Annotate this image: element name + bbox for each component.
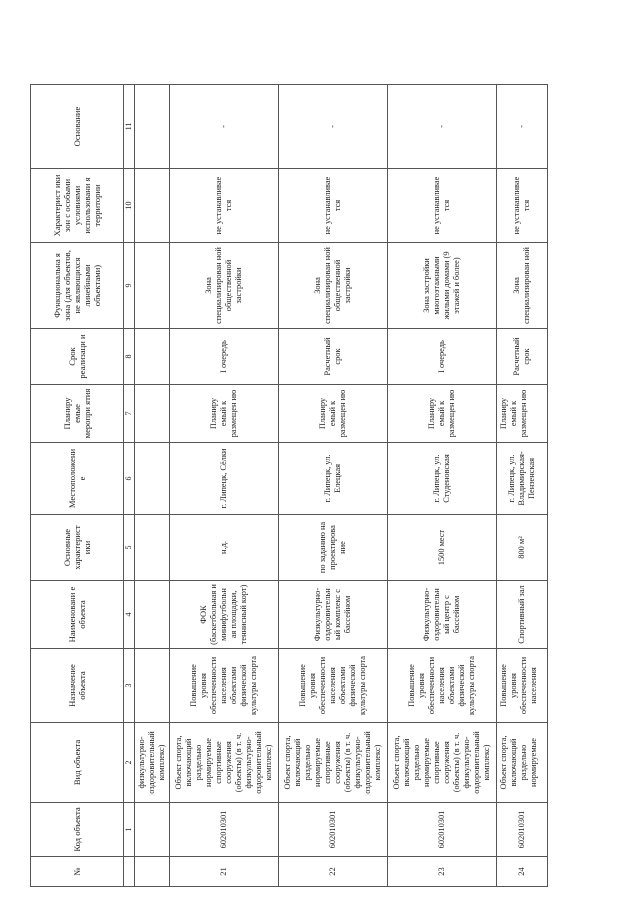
header-activity: Планиру емые меропри ятия xyxy=(31,385,124,443)
cell-kind: Объект спорта, включающий раздельно нормируемые спортивные сооружения (объекты) (в т. ч. физкультурно- оздоровительный комплекс) xyxy=(388,723,497,803)
cell-activity: Планиру емый к размещен ию xyxy=(279,385,388,443)
continuation-text: физкультурно- оздоровительный комплекс) xyxy=(135,723,170,803)
cell-purpose: Повышение уровня обеспеченности населения объектами физической культуры спорта xyxy=(279,649,388,723)
column-number: 3 xyxy=(124,649,135,723)
cell-code: 602010301 xyxy=(497,803,548,857)
cell-name: Физкультурно- оздоровительн ый комплекс с бассейном xyxy=(279,581,388,649)
column-number: 8 xyxy=(124,329,135,385)
cell-term: Расчетный срок xyxy=(497,329,548,385)
cell-basis: - xyxy=(388,85,497,169)
cell-code: 602010301 xyxy=(388,803,497,857)
header-code: Код объекта xyxy=(31,803,124,857)
cell-zone: Зона специализирован ной общественной застройки xyxy=(279,243,388,329)
header-term: Срок реализаци и xyxy=(31,329,124,385)
cell-location: г. Липецк, ул. Студеновская xyxy=(388,443,497,515)
header-basis: Основание xyxy=(31,85,124,169)
header-name: Наименовани е объекта xyxy=(31,581,124,649)
column-number: 11 xyxy=(124,85,135,169)
cell-code: 602010301 xyxy=(279,803,388,857)
column-number: 4 xyxy=(124,581,135,649)
cell-num: 22 xyxy=(279,857,388,887)
cell-purpose: Повышение уровня обеспеченности населения объектами физической культуры спорта xyxy=(388,649,497,723)
cell-basis: - xyxy=(170,85,279,169)
cell-kind: Объект спорта, включающий раздельно нормируемые спортивные сооружения (объекты) (в т. ч. физкультурно- оздоровительный комплекс) xyxy=(170,723,279,803)
cell-term: Расчетный срок xyxy=(279,329,388,385)
header-row xyxy=(31,85,124,887)
header-zone-special: Характерист ики зон с особыми условиями использовани я территории xyxy=(31,169,124,243)
cell-num: 24 xyxy=(497,857,548,887)
cell-purpose: Повышение уровня обеспеченности населения объектами физической культуры спорта xyxy=(170,649,279,723)
cell-name: ФОК (баскетбольная и минифутбольн ая площадки, теннисный корт) xyxy=(170,581,279,649)
cell-term: I очередь xyxy=(388,329,497,385)
cell-zone-special: не устанавливае тся xyxy=(170,169,279,243)
cell-kind: Объект спорта, включающий раздельно нормируемые спортивные сооружения (объекты) (в т. ч. физкультурно- оздоровительный комплекс) xyxy=(279,723,388,803)
objects-table xyxy=(30,84,548,887)
cell-num: 21 xyxy=(170,857,279,887)
cell-kind: Объект спорта, включающий раздельно нормируемые xyxy=(497,723,548,803)
header-purpose: Назначение объекта xyxy=(31,649,124,723)
header-location: Местоположени е xyxy=(31,443,124,515)
cell-zone: Зона специализирован ной xyxy=(497,243,548,329)
cell-activity: Планиру емый к размещен ию xyxy=(497,385,548,443)
cell-characteristics: 1500 мест xyxy=(388,515,497,581)
cell-zone: Зона специализирован ной общественной застройки xyxy=(170,243,279,329)
table-row xyxy=(388,85,497,887)
column-number: 2 xyxy=(124,723,135,803)
cell-name: Спортивный зал xyxy=(497,581,548,649)
table-row xyxy=(279,85,388,887)
header-zone: Функциональна я зона (для объектов, не являющихся линейными объектами) xyxy=(31,243,124,329)
column-number-row xyxy=(124,85,135,887)
cell-characteristics: 800 м² xyxy=(497,515,548,581)
cell-zone-special: не устанавливае тся xyxy=(388,169,497,243)
table-row xyxy=(170,85,279,887)
cell-purpose: Повышение уровня обеспеченности населения xyxy=(497,649,548,723)
cell-activity: Планиру емый к размещен ию xyxy=(388,385,497,443)
continuation-row xyxy=(135,85,170,887)
cell-zone: Зона застройки многоэтажными жилыми домами (9 этажей и более) xyxy=(388,243,497,329)
column-number: 9 xyxy=(124,243,135,329)
header-kind: Вид объекта xyxy=(31,723,124,803)
cell-characteristics: по заданию на проектирова ние xyxy=(279,515,388,581)
cell-name: Физкультурно- оздоровительн ый центр с бассейном xyxy=(388,581,497,649)
cell-basis: - xyxy=(497,85,548,169)
cell-location: г. Липецк, ул. Владимирская- Пензенская xyxy=(497,443,548,515)
column-number: 7 xyxy=(124,385,135,443)
cell-term: I очередь xyxy=(170,329,279,385)
cell-location: г. Липецк, ул. Елецкая xyxy=(279,443,388,515)
cell-zone-special: не устанавливае тся xyxy=(497,169,548,243)
column-number: 5 xyxy=(124,515,135,581)
cell-characteristics: н.д. xyxy=(170,515,279,581)
cell-activity: Планиру емый к размещен ию xyxy=(170,385,279,443)
column-number: 1 xyxy=(124,803,135,857)
header-num: № xyxy=(31,857,124,887)
header-characteristics: Основные характерист ики xyxy=(31,515,124,581)
table-row xyxy=(497,85,548,887)
cell-code: 602010301 xyxy=(170,803,279,857)
cell-location: г. Липецк, Сёлки xyxy=(170,443,279,515)
column-number: 10 xyxy=(124,169,135,243)
cell-zone-special: не устанавливае тся xyxy=(279,169,388,243)
column-number: 6 xyxy=(124,443,135,515)
column-number-empty xyxy=(124,857,135,887)
cell-basis: - xyxy=(279,85,388,169)
cell-num: 23 xyxy=(388,857,497,887)
